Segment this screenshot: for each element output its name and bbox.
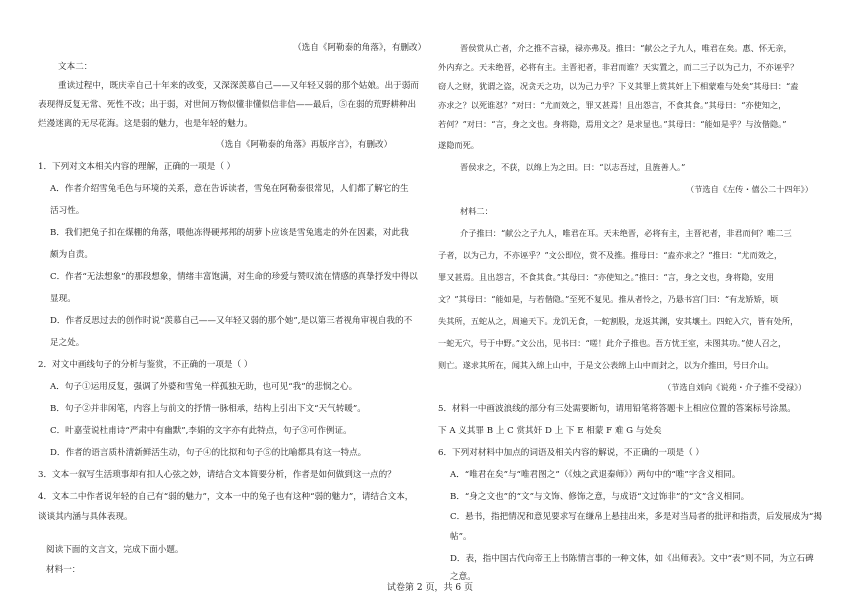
passage-line: 若何？”对曰：“言，身之文也。身将隐，焉用文之？是求显也。”其母曰：“能如是乎？与汝偕隐。” xyxy=(438,119,787,129)
question-2: 2．对文中画线句子的分析与鉴赏，不正确的一项是（ ） xyxy=(38,360,253,370)
paragraph-line: 表现得反复无常、死性不改；出于弱，对世间万物似懂非懂似信非信——最后，⑤在弱的荒野耕种出 xyxy=(38,100,417,110)
option-b: B．我们把兔子扣在煤棚的角落，喂他冻得硬邦邦的胡萝卜应该是雪兔逃走的外在因素，对此我 xyxy=(50,228,409,238)
page-footer: 试卷第 2 页，共 6 页 xyxy=(387,583,473,593)
option-a: A．句子①运用反复，强调了外婆和雪兔一样孤独无助，也可见“我”的悲悯之心。 xyxy=(50,382,358,392)
option-c: C．作者“无法想象”的那段想象，情绪丰富饱满，对生命的珍爱与赞叹流在情感的真挚抒发中得以 xyxy=(50,272,418,282)
option-b: B．句子②并非闲笔，内容上与前文的抒情一脉相承，结构上引出下文“天气转暖”。 xyxy=(50,404,366,414)
option-c: C．悬书，指把情况和意见要求写在缣帛上悬挂出来，多是对当局者的批评和指责，后发展成为“揭 xyxy=(450,512,822,522)
question-6: 6．下列对材料中加点的词语及相关内容的解说，不正确的一项是（ ） xyxy=(438,448,705,458)
passage-line: 亦求之？以死谁怼？”对曰：“尤而效之，罪又甚焉！且出怨言，不食其食。”其母曰：“亦使知之， xyxy=(438,100,787,110)
option-a-cont: 活习性。 xyxy=(50,206,85,216)
source-note-2: （选自《阿勒泰的角落》再版序言》，有删改） xyxy=(216,140,393,150)
option-c: C．叶嘉莹说杜甫诗“严肃中有幽默”,李娟的文字亦有此特点，句子③可作例证。 xyxy=(50,426,352,436)
option-c-cont: 显现。 xyxy=(50,294,76,304)
reading-instruction: 阅读下面的文言文，完成下面小题。 xyxy=(46,545,184,555)
option-d: D．作者的语言质朴清新鲜活生动，句子④的比拟和句子⑤的比喻都具有这一特点。 xyxy=(50,448,367,458)
text-two-label: 文本二： xyxy=(58,62,93,72)
option-a: A．“唯君在矣”与“唯君图之”（《烛之武退秦师》）两句中的“唯”字含义相同。 xyxy=(450,470,741,480)
option-d: D．表，指中国古代向帝王上书陈情言事的一种文体，如《出师表》。文中“表”则不同，为立石碑 xyxy=(450,554,814,564)
source-note-1: （选自《阿勒泰的角落》，有删改） xyxy=(293,43,427,53)
passage-line: 文？”其母曰：“能如是，与若偕隐。”至死不复见。推从者怜之，乃悬书宫门曰：“有龙矫矫，顷 xyxy=(438,294,779,304)
option-b-cont: 颇为自责。 xyxy=(50,250,93,260)
passage-line: 晋侯赏从亡者，介之推不言禄，禄亦弗及。推曰：“献公之子九人，唯君在矣。惠、怀无亲， xyxy=(460,43,792,53)
option-d: D．作者反思过去的创作时说“羡慕自己——又年轻又弱的那个她”,是以第三者视角审视自我的不 xyxy=(50,316,413,326)
passage-line: 晋侯求之，不获，以绵上为之田。曰：“以志吾过，且旌善人。” xyxy=(460,162,686,172)
question-5: 5．材料一中画波浪线的部分有三处需要断句，请用铅笔将答题卡上相应位置的答案标号涂黑。 xyxy=(438,404,796,414)
passage-line: 介子推曰：“献公之子九人，唯君在耳。天未绝晋，必将有主，主晋祀者，非君而何？唯二三 xyxy=(460,228,792,238)
paragraph-line: 重读过程中，既庆幸自己十年来的改变，又深深羡慕自己——又年轻又弱的那个姑娘。出于弱而 xyxy=(58,81,419,91)
option-a: A．作者介绍雪兔毛色与环境的关系，意在告诉读者，雪兔在阿勒泰很常见，人们都了解它的生 xyxy=(50,184,409,194)
passage-line-wavy: 窃人之财，犹谓之盗，况贪天之功，以为己力乎？下义其罪上赏其奸上下相蒙难与处矣”其母曰：“盍 xyxy=(438,81,799,91)
passage-line: 外内弃之。天未绝晋，必将有主。主晋祀者，非君而谁？天实置之，而二三子以为己力，不亦诬乎？ xyxy=(438,62,799,72)
question-3: 3．文本一叙写生活琐事却有扣人心弦之妙，请结合文本简要分析，作者是如何做到这一点的？ xyxy=(38,470,396,480)
source-note: （节选自《左传・僖公二十四年》） xyxy=(686,184,813,194)
option-d-cont: 足之处。 xyxy=(50,338,85,348)
question-5-options: 下 A 义其罪 B 上 C 赏其奸 D 上 下 E 相蒙 F 难 G 与处矣 xyxy=(438,426,662,436)
question-4: 4．文本二中作者说年轻的自己有“弱的魅力”，文本一中的兔子也有这种“弱的魅力”，请结合文本， xyxy=(38,492,414,502)
material-two-label: 材料二： xyxy=(460,206,493,216)
passage-line: 罪又甚焉。且出怨言，不食其食。”其母曰：“亦使知之。”推曰：“言，身之文也，身将隐，安用 xyxy=(438,272,775,282)
passage-line: 则亡。遂求其所在，闻其入绵上山中，于是文公表绵上山中而封之，以为介推田，号曰介山。 xyxy=(438,360,774,370)
material-one-label: 材料一： xyxy=(46,565,81,575)
option-c-cont: 帖”。 xyxy=(450,532,472,542)
question-4-cont: 谈谈其内涵与具体表现。 xyxy=(38,512,133,522)
passage-line: 子者，以为己力，不亦诬乎？”文公即位，赏不及推。推母曰：“盍亦求之？”推曰：“尤而效之， xyxy=(438,250,783,260)
source-note: （节选自刘向《说苑・介子推不受禄》） xyxy=(663,382,807,392)
question-1: 1．下列对文本相关内容的理解，正确的一项是（ ） xyxy=(38,162,236,172)
option-d-cont: 之意。 xyxy=(450,572,476,582)
passage-line: 失其所，五蛇从之，周遍天下。龙饥无食，一蛇割股，龙返其渊，安其壤土。四蛇入穴，皆有处所， xyxy=(438,316,799,326)
option-b: B．“身之文也”的“文”与文饰、修饰之意，与成语“文过饰非”的“文”含义相同。 xyxy=(450,492,750,502)
passage-line: 遂隐而死。 xyxy=(438,140,479,150)
passage-line: 一蛇无穴，号于中野。”文公出，见书曰：“嗟！此介子推也。吾方忧王室，未图其功。”使人召之， xyxy=(438,338,787,348)
paragraph-line: 烂漫迷离的无尽花海。这是弱的魅力，也是年轻的魅力。 xyxy=(38,119,253,129)
